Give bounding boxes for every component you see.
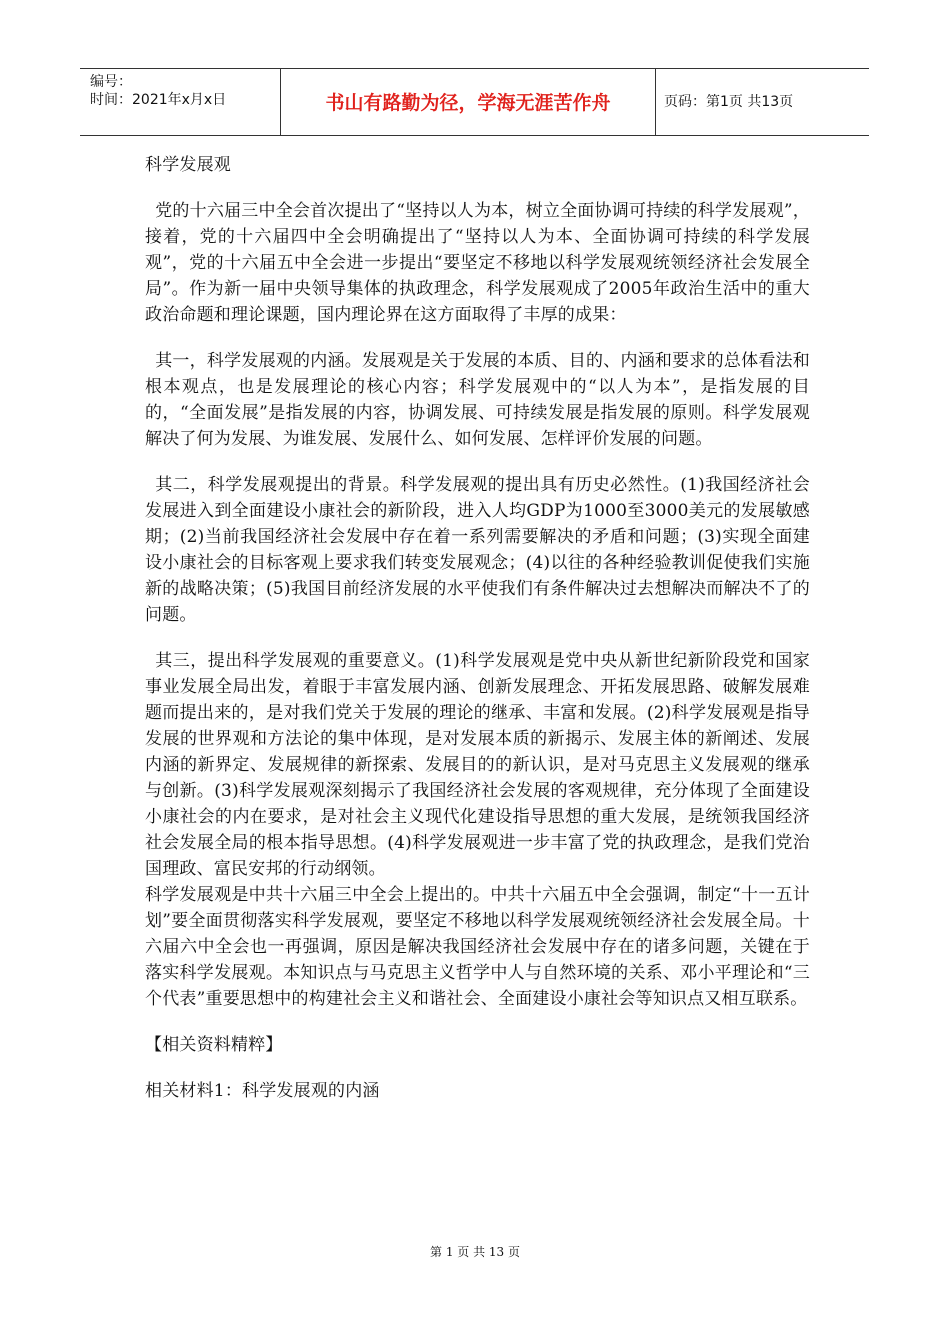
document-number-label: 编号： (90, 74, 132, 90)
section-heading: 【相关资料精粹】 (145, 1035, 283, 1055)
header-page-cell (656, 69, 869, 135)
paragraph-background: 其二，科学发展观提出的背景。科学发展观的提出具有历史必然性。(1)我国经济社会发展进入到全面建设小康社会的新阶段，进入人均GDP为1000至3000美元的发展敏感期；(2)当前我国经济社会发展中存在着一系列需要解决的矛盾和问题；(3)实现全面建设小康社会的目标客观上要求我们转变发展观念；(4)以往的各种经验教训促使我们实施新的战略决策；(5)我国目前经济发展的水平使我们有条件解决过去想解决而解决不了的问题。 (145, 475, 810, 625)
document-time-label: 时间：2021年x月x日 (90, 92, 227, 108)
paragraph-connotation: 其一，科学发展观的内涵。发展观是关于发展的本质、目的、内涵和要求的总体看法和根本观点，也是发展理论的核心内容；科学发展观中的“以人为本”，是指发展的目的，“全面发展”是指发展的内容，协调发展、可持续发展是指发展的原则。科学发展观解决了何为发展、为谁发展、发展什么、如何发展、怎样评价发展的问题。 (145, 351, 810, 449)
paragraph-summary: 科学发展观是中共十六届三中全会上提出的。中共十六届五中全会强调，制定“十一五计划”要全面贯彻落实科学发展观，要坚定不移地以科学发展观统领经济社会发展全局。十六届六中全会也一再强调，原因是解决我国经济社会发展中存在的诸多问题，关键在于落实科学发展观。本知识点与马克思主义哲学中人与自然环境的关系、邓小平理论和“三个代表”重要思想中的构建社会主义和谐社会、全面建设小康社会等知识点又相互联系。 (145, 885, 810, 1009)
header-motto-cell (281, 69, 656, 135)
header-motto: 书山有路勤为径，学海无涯苦作舟 (325, 92, 611, 114)
header-page-number: 页码：第1页 共13页 (664, 94, 794, 110)
paragraph-intro: 党的十六届三中全会首次提出了“坚持以人为本，树立全面协调可持续的科学发展观”，接着，党的十六届四中全会明确提出了“坚持以人为本、全面协调可持续的科学发展观”，党的十六届五中全会进一步提出“要坚定不移地以科学发展观统领经济社会发展全局”。作为新一届中央领导集体的执政理念，科学发展观成了2005年政治生活中的重大政治命题和理论课题，国内理论界在这方面取得了丰厚的成果： (145, 201, 810, 325)
document-title: 科学发展观 (145, 155, 231, 175)
page-footer: 第 1 页 共 13 页 (430, 1245, 520, 1259)
material-title: 相关材料1：科学发展观的内涵 (145, 1081, 380, 1101)
header-meta-cell (80, 69, 281, 135)
document-body (145, 152, 810, 1104)
page-header (80, 68, 869, 136)
paragraph-significance: 其三，提出科学发展观的重要意义。(1)科学发展观是党中央从新世纪新阶段党和国家事业发展全局出发，着眼于丰富发展内涵、创新发展理念、开拓发展思路、破解发展难题而提出来的，是对我们党关于发展的理论的继承、丰富和发展。(2)科学发展观是指导发展的世界观和方法论的集中体现，是对发展本质的新揭示、发展主体的新阐述、发展内涵的新界定、发展规律的新探索、发展目的的新认识，是对马克思主义发展观的继承与创新。(3)科学发展观深刻揭示了我国经济社会发展的客观规律，充分体现了全面建设小康社会的内在要求，是对社会主义现代化建设指导思想的重大发展，是统领我国经济社会发展全局的根本指导思想。(4)科学发展观进一步丰富了党的执政理念，是我们党治国理政、富民安邦的行动纲领。 (145, 651, 810, 879)
